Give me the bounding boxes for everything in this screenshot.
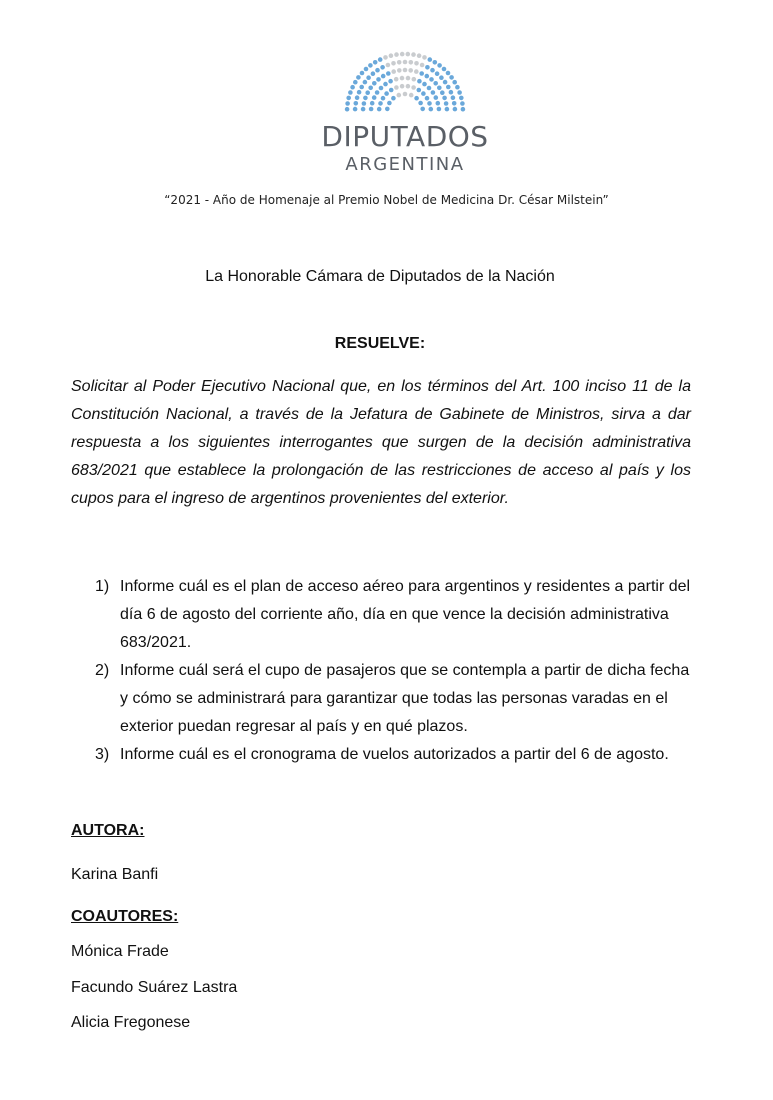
item-number: 1)	[95, 578, 110, 595]
seat-dot	[429, 107, 434, 112]
author-heading: AUTORA:	[71, 822, 145, 839]
seat-dot	[425, 96, 430, 101]
seat-dot	[394, 52, 399, 57]
seat-dot	[363, 96, 368, 101]
coauthor-name: Alicia Fregonese	[71, 1014, 191, 1031]
logo-title: DIPUTADOS	[321, 120, 489, 153]
seat-dot	[412, 77, 417, 82]
seat-dot	[377, 107, 382, 112]
seat-dot	[359, 85, 364, 90]
seat-dot	[400, 76, 405, 81]
seat-dot	[452, 80, 457, 85]
seat-dot	[379, 86, 384, 91]
seat-dot	[375, 90, 380, 95]
chamber-heading: La Honorable Cámara de Diputados de la Nación	[205, 268, 555, 285]
seat-dot	[408, 68, 413, 73]
seat-dot	[422, 82, 427, 87]
seat-dot	[427, 86, 432, 91]
item-number: 2)	[95, 662, 110, 679]
seat-dot	[436, 101, 441, 106]
logo-subtitle: ARGENTINA	[345, 154, 465, 175]
seat-dot	[348, 90, 353, 95]
seat-dot	[362, 101, 367, 106]
seat-dot	[437, 107, 442, 112]
seat-dot	[449, 90, 454, 95]
seat-dot	[419, 71, 424, 76]
seat-dot	[437, 63, 442, 68]
list-item	[95, 741, 695, 769]
seat-dot	[417, 79, 422, 84]
author-name: Karina Banfi	[71, 866, 159, 883]
seat-dot	[345, 101, 350, 106]
seat-dot	[403, 92, 408, 97]
seat-dot	[400, 52, 405, 57]
seat-dot	[443, 80, 448, 85]
seat-dot	[406, 84, 411, 89]
seat-dot	[384, 91, 389, 96]
seat-dot	[430, 68, 435, 73]
seat-dot	[457, 90, 462, 95]
seat-dot	[387, 101, 392, 106]
seat-dot	[414, 96, 419, 101]
seat-dot	[394, 77, 399, 82]
seat-dot	[431, 90, 436, 95]
item-text: Informe cuál es el cronograma de vuelos autorizados a partir del 6 de agosto.	[120, 746, 669, 763]
coauthors-heading: COAUTORES:	[71, 908, 179, 925]
seat-dot	[369, 107, 374, 112]
seat-dot	[356, 75, 361, 80]
seat-dot	[439, 75, 444, 80]
seat-dot	[386, 71, 391, 76]
seat-dot	[365, 90, 370, 95]
seat-dot	[370, 101, 375, 106]
diputados-logo	[300, 50, 510, 180]
seat-dot	[446, 85, 451, 90]
seat-dot	[460, 101, 465, 106]
seat-dot	[380, 65, 385, 70]
year-motto: “2021 - Año de Homenaje al Premio Nobel de Medicina Dr. César Milstein”	[164, 193, 609, 207]
seat-dot	[442, 96, 447, 101]
seat-dot	[355, 95, 360, 100]
seat-dot	[406, 76, 411, 81]
seat-dot	[434, 95, 439, 100]
seat-dot	[428, 57, 433, 62]
seat-dot	[403, 68, 408, 73]
seat-dot	[397, 93, 402, 98]
seat-dot	[425, 74, 430, 79]
seat-dot	[411, 52, 416, 57]
coauthor-name: Facundo Suárez Lastra	[71, 979, 238, 996]
seat-dot	[373, 60, 378, 65]
seat-dot	[409, 60, 414, 65]
seat-dot	[381, 74, 386, 79]
seat-dot	[363, 80, 368, 85]
seat-dot	[354, 101, 359, 106]
seat-dot	[372, 81, 377, 86]
seat-dot	[420, 107, 425, 112]
seat-dot	[386, 63, 391, 68]
seat-dot	[385, 107, 390, 112]
seat-dot	[368, 63, 373, 68]
seat-dot	[461, 107, 466, 112]
seat-dot	[391, 96, 396, 101]
seat-dot	[397, 68, 402, 73]
seat-dot	[414, 61, 419, 66]
seat-dot	[378, 57, 383, 62]
seat-dot	[346, 96, 351, 101]
seat-dot	[445, 107, 450, 112]
seat-dot	[418, 101, 423, 106]
seat-dot	[435, 71, 440, 76]
seat-dot	[417, 88, 422, 93]
seat-dot	[406, 52, 411, 57]
seat-dot	[378, 101, 383, 106]
seat-dot	[444, 101, 449, 106]
seat-dot	[350, 85, 355, 90]
seat-dot	[397, 60, 402, 65]
seat-dot	[388, 79, 393, 84]
seat-dot	[400, 84, 405, 89]
seat-dot	[391, 69, 396, 74]
seat-dot	[381, 96, 386, 101]
seat-dot	[371, 71, 376, 76]
seat-dot	[459, 96, 464, 101]
resolves-heading: RESUELVE:	[334, 335, 426, 352]
seat-dot	[433, 60, 438, 65]
seat-dot	[361, 107, 366, 112]
seat-dot	[414, 69, 419, 74]
seat-dot	[364, 67, 369, 72]
seat-dot	[446, 71, 451, 76]
seat-dot	[455, 85, 460, 90]
seat-dot	[409, 93, 414, 98]
question-list	[95, 573, 695, 769]
seat-dot	[383, 55, 388, 60]
seat-dot	[433, 81, 438, 86]
seat-dot	[394, 85, 399, 90]
coauthor-name: Mónica Frade	[71, 943, 169, 960]
seat-dot	[440, 90, 445, 95]
seat-dot	[422, 55, 427, 60]
seat-dot	[420, 63, 425, 68]
seat-dot	[345, 107, 350, 112]
seat-dot	[376, 77, 381, 82]
list-item	[95, 573, 695, 657]
item-text: Informe cuál es el plan de acceso aéreo para argentinos y residentes a partir del día 6 de agosto del corriente año, día en que vence la decisión administrativa 683/2021.	[120, 578, 691, 651]
seat-dot	[453, 107, 458, 112]
seat-dot	[403, 60, 408, 65]
seat-dot	[442, 67, 447, 72]
item-text: Informe cuál será el cupo de pasajeros que se contempla a partir de dicha fecha y cómo se administrará para garantizar que todas las personas varadas en el exterior puedan regresar al país y en qué plazos.	[120, 662, 690, 735]
hemicycle-icon	[340, 50, 470, 115]
seat-dot	[372, 95, 377, 100]
seat-dot	[417, 53, 422, 58]
seat-dot	[360, 71, 365, 76]
seat-dot	[391, 61, 396, 66]
seat-dot	[411, 85, 416, 90]
seat-dot	[449, 75, 454, 80]
list-item	[95, 657, 695, 741]
seat-dot	[357, 90, 362, 95]
seat-dot	[427, 101, 432, 106]
seat-dot	[353, 80, 358, 85]
seat-dot	[429, 77, 434, 82]
seat-dot	[437, 86, 442, 91]
seat-dot	[451, 95, 456, 100]
seat-dot	[383, 82, 388, 87]
seat-dot	[375, 68, 380, 73]
seat-dot	[421, 91, 426, 96]
seat-dot	[353, 107, 358, 112]
seat-dot	[389, 88, 394, 93]
seat-dot	[452, 101, 457, 106]
seat-dot	[425, 65, 430, 70]
seat-dot	[368, 86, 373, 91]
seat-dot	[366, 75, 371, 80]
item-number: 3)	[95, 746, 110, 763]
seat-dot	[389, 53, 394, 58]
intro-paragraph: Solicitar al Poder Ejecutivo Nacional que, en los términos del Art. 100 inciso 11 de la Constitución Nacional, a través de la Jefatura de Gabinete de Ministros, sirva a dar respuesta a los siguientes interrogantes que surgen de la decisión administrativa 683/2021 que establece la prolongación de las restricciones de acceso al país y los cupos para el ingreso de argentinos provenientes del exterior.	[71, 378, 691, 507]
